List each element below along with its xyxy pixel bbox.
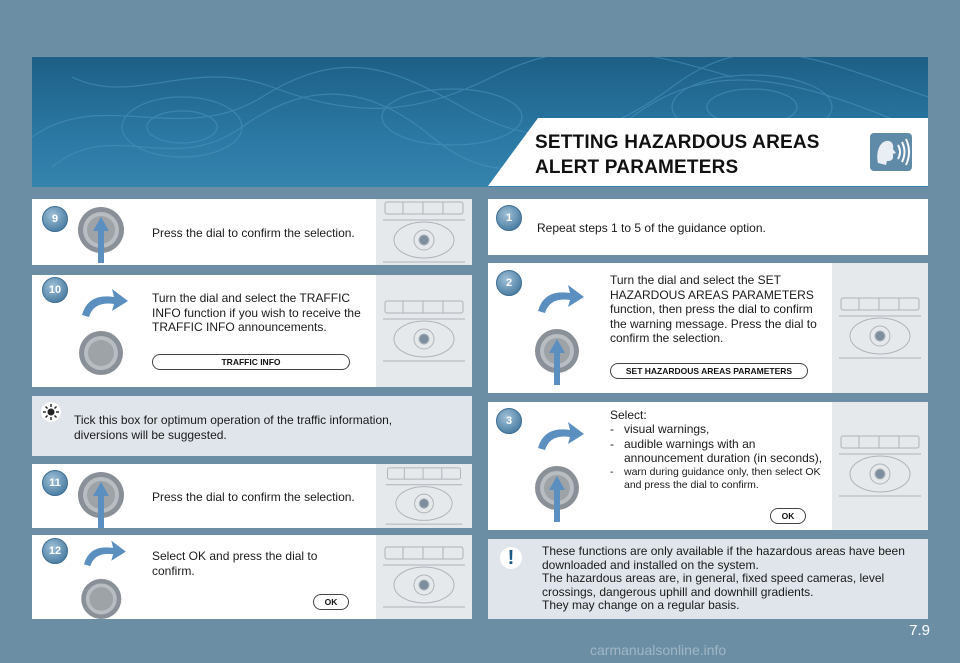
step-12-panel [32, 535, 472, 619]
step-number-12: 12 [42, 538, 68, 564]
watermark: carmanualsonline.info [590, 642, 727, 658]
ok-button[interactable]: OK [313, 594, 349, 610]
dial-press-icon [74, 468, 128, 530]
dial-press-icon [74, 203, 128, 265]
voice-speaker-icon [870, 133, 912, 171]
step-2-text: Turn the dial and select the SET HAZARDOUS AREAS PARAMETERS function, then press the dial to confirm the warning message. Press the dial to confirm the selection. [610, 273, 817, 345]
set-hazardous-areas-parameters-button[interactable]: SET HAZARDOUS AREAS PARAMETERS [610, 363, 808, 379]
step-number-3: 3 [496, 408, 522, 434]
step-2-panel [488, 263, 928, 393]
step-number-10: 10 [42, 277, 68, 303]
dial-turn-icon [74, 537, 134, 619]
option-visual-warnings: - visual warnings, [610, 422, 825, 437]
step-11-panel [32, 464, 472, 528]
traffic-info-button[interactable]: TRAFFIC INFO [152, 354, 350, 370]
exclamation-icon: ! [500, 547, 522, 569]
step-9-panel [32, 199, 472, 265]
remote-control-icon [376, 535, 472, 619]
sun-tip-icon [40, 401, 62, 423]
step-12-text: Select OK and press the dial to confirm. [152, 549, 318, 578]
option-audible-warnings: - audible warnings with an announcement duration (in seconds), [610, 437, 825, 466]
step-number-11: 11 [42, 470, 68, 496]
remote-control-icon [376, 275, 472, 387]
step-10-panel [32, 275, 472, 387]
step-3-options-list [610, 422, 825, 492]
step-3-intro: Select: [610, 408, 647, 422]
warning-line-1: These functions are only available if the hazardous areas have been downloaded and installed on the system. [542, 544, 905, 572]
warning-text [542, 545, 917, 613]
dial-turn-icon [74, 285, 134, 375]
page-number: 7.9 [909, 622, 930, 639]
tip-text: Tick this box for optimum operation of the traffic information, diversions will be suggested. [74, 413, 393, 442]
title-line-1: SETTING HAZARDOUS AREAS [535, 132, 820, 153]
warning-line-2: The hazardous areas are, in general, fixed speed cameras, level crossings, dangerous uphill and downhill gradients. [542, 571, 885, 599]
step-3-panel [488, 402, 928, 530]
step-number-2: 2 [496, 270, 522, 296]
remote-control-icon [832, 263, 928, 393]
page-title [535, 130, 865, 180]
step-10-text: Turn the dial and select the TRAFFIC INFO function if you wish to receive the TRAFFIC INFO announcements. [152, 291, 361, 334]
step-11-text: Press the dial to confirm the selection. [152, 490, 355, 504]
step-number-9: 9 [42, 206, 68, 232]
step-9-text: Press the dial to confirm the selection. [152, 226, 355, 240]
ok-button[interactable]: OK [770, 508, 806, 524]
dial-turn-press-icon [530, 281, 590, 391]
warning-line-3: They may change on a regular basis. [542, 598, 740, 612]
step-1-text: Repeat steps 1 to 5 of the guidance option. [537, 221, 766, 235]
title-line-2: ALERT PARAMETERS [535, 157, 739, 178]
step-1-panel [488, 199, 928, 255]
remote-control-icon [376, 464, 472, 528]
dial-turn-press-icon [530, 418, 590, 528]
remote-control-icon [832, 402, 928, 530]
remote-control-icon [376, 199, 472, 265]
option-warn-during-guidance: - warn during guidance only, then select OK and press the dial to confirm. [610, 466, 825, 492]
step-number-1: 1 [496, 205, 522, 231]
